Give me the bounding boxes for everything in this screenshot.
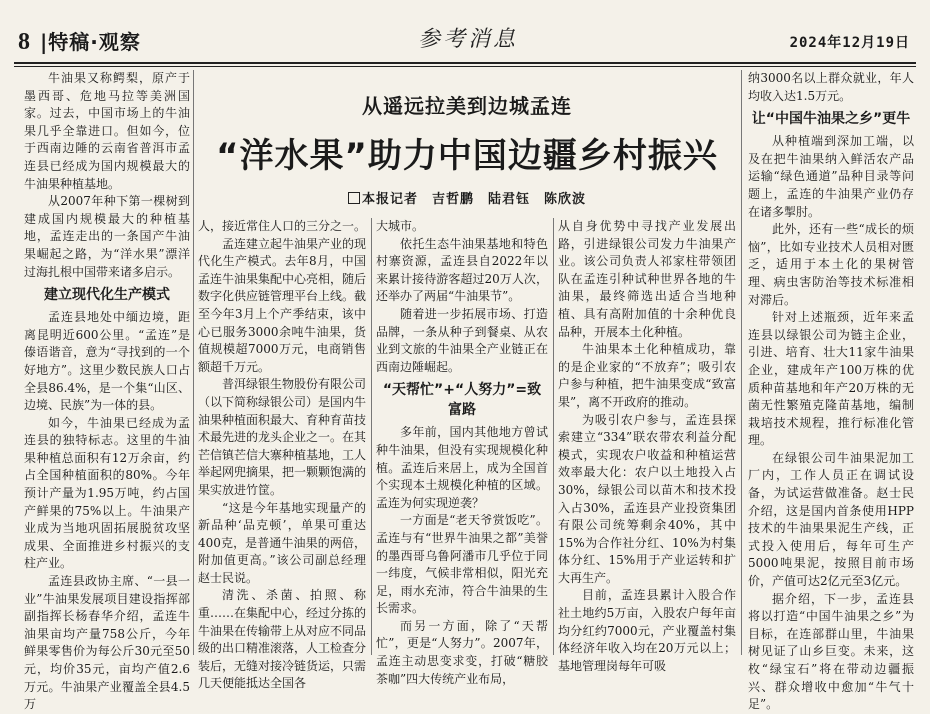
paragraph: 如今，牛油果已经成为孟连县的独特标志。这里的牛油果种植总面积有12万余亩，约占全国种植面积的80%。今年预计产量为1.95万吨，约占国产鲜果的75%以上。牛油果产业成为当地巩固拓展脱贫攻坚成果、全面推进乡村振兴的支柱产业。 xyxy=(24,415,190,571)
paragraph: 据介绍，下一步，孟连县将以打造“中国牛油果之乡”为目标，在连部群山里，牛油果树见证了山乡巨变。未来，这枚“绿宝石”将在带动边疆振兴、群众增收中愈加“牛气十足”。 xyxy=(748,591,914,712)
column-1 xyxy=(24,70,190,712)
paragraph: 牛油果又称鳄梨，原产于墨西哥、危地马拉等美洲国家。过去，中国市场上的牛油果几乎全靠进口。但如今，位于西南边陲的云南省普洱市孟连县已经成为国内规模最大的牛油果种植基地。 xyxy=(24,71,190,191)
paragraph: 人，接近常住人口的三分之一。 xyxy=(198,219,367,233)
headline-block xyxy=(198,70,736,210)
header-rule-thin xyxy=(14,66,916,67)
subheading: 建立现代化生产模式 xyxy=(44,287,170,304)
paragraph: 孟连县地处中缅边境，距离昆明近600公里。“孟连”是傣语谐音，意为“寻找到的一个好地方”。这里少数民族人口占全县86.4%，是一个集“山区、边境、民族”为一体的县。 xyxy=(24,310,190,413)
paragraph: 普洱绿银生物股份有限公司（以下简称绿银公司）是国内牛油果种植面积最大、育种育苗技术最先进的龙头企业之一。在其芒信镇芒信大寨种植基地，工人举起网兜摘果，把一颗颗饱满的果实放进竹筐。 xyxy=(198,377,367,497)
paragraph: 清洗、杀菌、拍照、称重……在集配中心，经过分拣的牛油果在传输带上从对应不同品级的出口精准滚落，人工检查分装后，无缝对接冷链货运，只需几天便能抵达全国各 xyxy=(198,588,367,691)
byline xyxy=(198,188,736,207)
column-4 xyxy=(558,218,736,673)
masthead-logo: 参考消息 xyxy=(418,27,519,52)
paragraph: 大城市。 xyxy=(376,219,425,233)
main-headline: “洋水果”助力中国边疆乡村振兴 xyxy=(216,136,718,176)
column-divider xyxy=(371,218,372,655)
paragraph: 目前，孟连县累计入股合作社土地约5万亩，入股农户每年亩均分红约7000元，产业覆盖村集体经济年收入均在20万元以上；基地管理岗每年可吸 xyxy=(558,588,736,673)
paragraph: 从2007年种下第一棵树到建成国内规模最大的种植基地，孟连走出的一条国产牛油果崛起之路，为“洋水果”漂洋过海扎根中国带来诸多启示。 xyxy=(24,194,190,279)
byline-text: 本报记者 吉哲鹏 陆君钰 陈欣波 xyxy=(361,192,586,207)
section-title: |特稿·观察 xyxy=(40,30,141,54)
paragraph: 从种植端到深加工端，以及在把牛油果纳入鲜活农产品运输“绿色通道”品种目录等问题上，孟连的牛油果产业仍存在诸多掣肘。 xyxy=(748,134,914,219)
column-2 xyxy=(198,218,367,691)
paragraph: “这是今年基地实现量产的新品种‘品克顿’，单果可重达400克，是普通牛油果的两倍，附加值更高。”该公司副总经理赵士民说。 xyxy=(198,500,366,585)
column-divider xyxy=(741,70,742,655)
paragraph: 依托生态牛油果基地和特色村寨资源，孟连县自2022年以来累计接待游客超过20万人次，还举办了两届“牛油果节”。 xyxy=(376,236,548,304)
paragraph: 从自身优势中寻找产业发展出路，引进绿银公司发力牛油果产业。该公司负责人祁家柱带领团队在孟连引种试种世界各地的牛油果，最终筛选出适合当地种植、具有高附加值的十余种优良品种，开展本土化种植。 xyxy=(558,219,736,339)
byline-box-icon xyxy=(348,192,360,204)
page-header xyxy=(0,0,930,60)
header-rule xyxy=(14,62,916,64)
paragraph: 多年前，国内其他地方曾试种牛油果，但没有实现规模化种植。孟连后来居上，成为全国首个实现本土规模化种植的区域。孟连为何实现逆袭？ xyxy=(376,425,548,510)
paragraph: 孟连建立起牛油果产业的现代化生产模式。去年8月，中国孟连牛油果集配中心亮相，随后数字化供应链管理平台上线。截至今年3月上个产季结束，该中心已服务3000余吨牛油果，货值规模超7000万元，电商销售额超千万元。 xyxy=(198,236,367,374)
paragraph: 随着进一步拓展市场、打造品牌，一条从种子到餐桌、从农业到文旅的牛油果全产业链正在西南边陲崛起。 xyxy=(376,306,548,374)
page-number: 8 xyxy=(18,29,30,55)
paragraph: 牛油果本土化种植成功，靠的是企业家的“不放弃”；吸引农户参与种植，把牛油果变成“致富果”，离不开政府的推动。 xyxy=(558,342,736,409)
paragraph: 在绿银公司牛油果泥加工厂内，工作人员正在调试设备，为试运营做准备。赵士民介绍，这是国内首条使用HPP技术的牛油果果泥生产线，正式投入使用后，每年可生产5000吨果泥，按照目前市场价，产值可达2亿元至3亿元。 xyxy=(748,450,914,589)
paragraph: 针对上述瓶颈，近年来孟连县以绿银公司为链主企业，引进、培育、壮大11家牛油果企业，建成年产100万株的优质种苗基地和年产20万株的无菌无性繁殖克隆苗基地，编制栽培技术规程，推行标准化管理。 xyxy=(748,310,914,448)
column-5 xyxy=(748,70,914,712)
paragraph: 而另一方面，除了“天帮忙”，更是“人努力”。2007年，孟连主动思变求变，打破“糖胶茶咖”四大传统产业布局， xyxy=(376,618,548,686)
paragraph: 孟连县政协主席、“一县一业”牛油果发展项目建设指挥部副指挥长杨春华介绍，孟连牛油果亩均产量758公斤，今年鲜果零售价为每公斤30元至50元，均价35元，亩均产值2.6万元。牛油果产业覆盖全县4.5万 xyxy=(24,574,190,712)
paragraph: 为吸引农户参与，孟连县探索建立“334”联农带农利益分配模式，实现农户收益和种植运营效率最大化：农户以土地投入占30%，绿银公司以苗木和技术投入占30%，孟连县产业投资集团有限公司统筹剩余40%，其中15%为合作社分红、10%为村集体分红、15%用于产业运转和扩大再生产。 xyxy=(558,412,736,585)
issue-date: 2024年12月19日 xyxy=(789,35,910,51)
kicker-title: 从遥远拉美到边城孟连 xyxy=(362,94,572,118)
paragraph: 一方面是“老天爷赏饭吃”。孟连与有“世界牛油果之都”美誉的墨西哥乌鲁阿潘市几乎位于同一纬度，气候非常相似，阳光充足，雨水充沛，符合牛油果的生长需求。 xyxy=(376,513,548,616)
column-divider xyxy=(193,70,194,655)
column-3 xyxy=(376,218,548,686)
subheading: 让“中国牛油果之乡”更牛 xyxy=(751,111,911,128)
column-divider xyxy=(553,218,554,655)
subheading: “天帮忙”+“人努力”=致富路 xyxy=(382,382,542,419)
paragraph: 此外，还有一些“成长的烦恼”，比如专业技术人员相对匮乏，适用于本土化的果树管理、病虫害防治等技术标准相对滞后。 xyxy=(748,222,914,307)
paragraph: 纳3000名以上群众就业，年人均收入达1.5万元。 xyxy=(748,71,914,103)
